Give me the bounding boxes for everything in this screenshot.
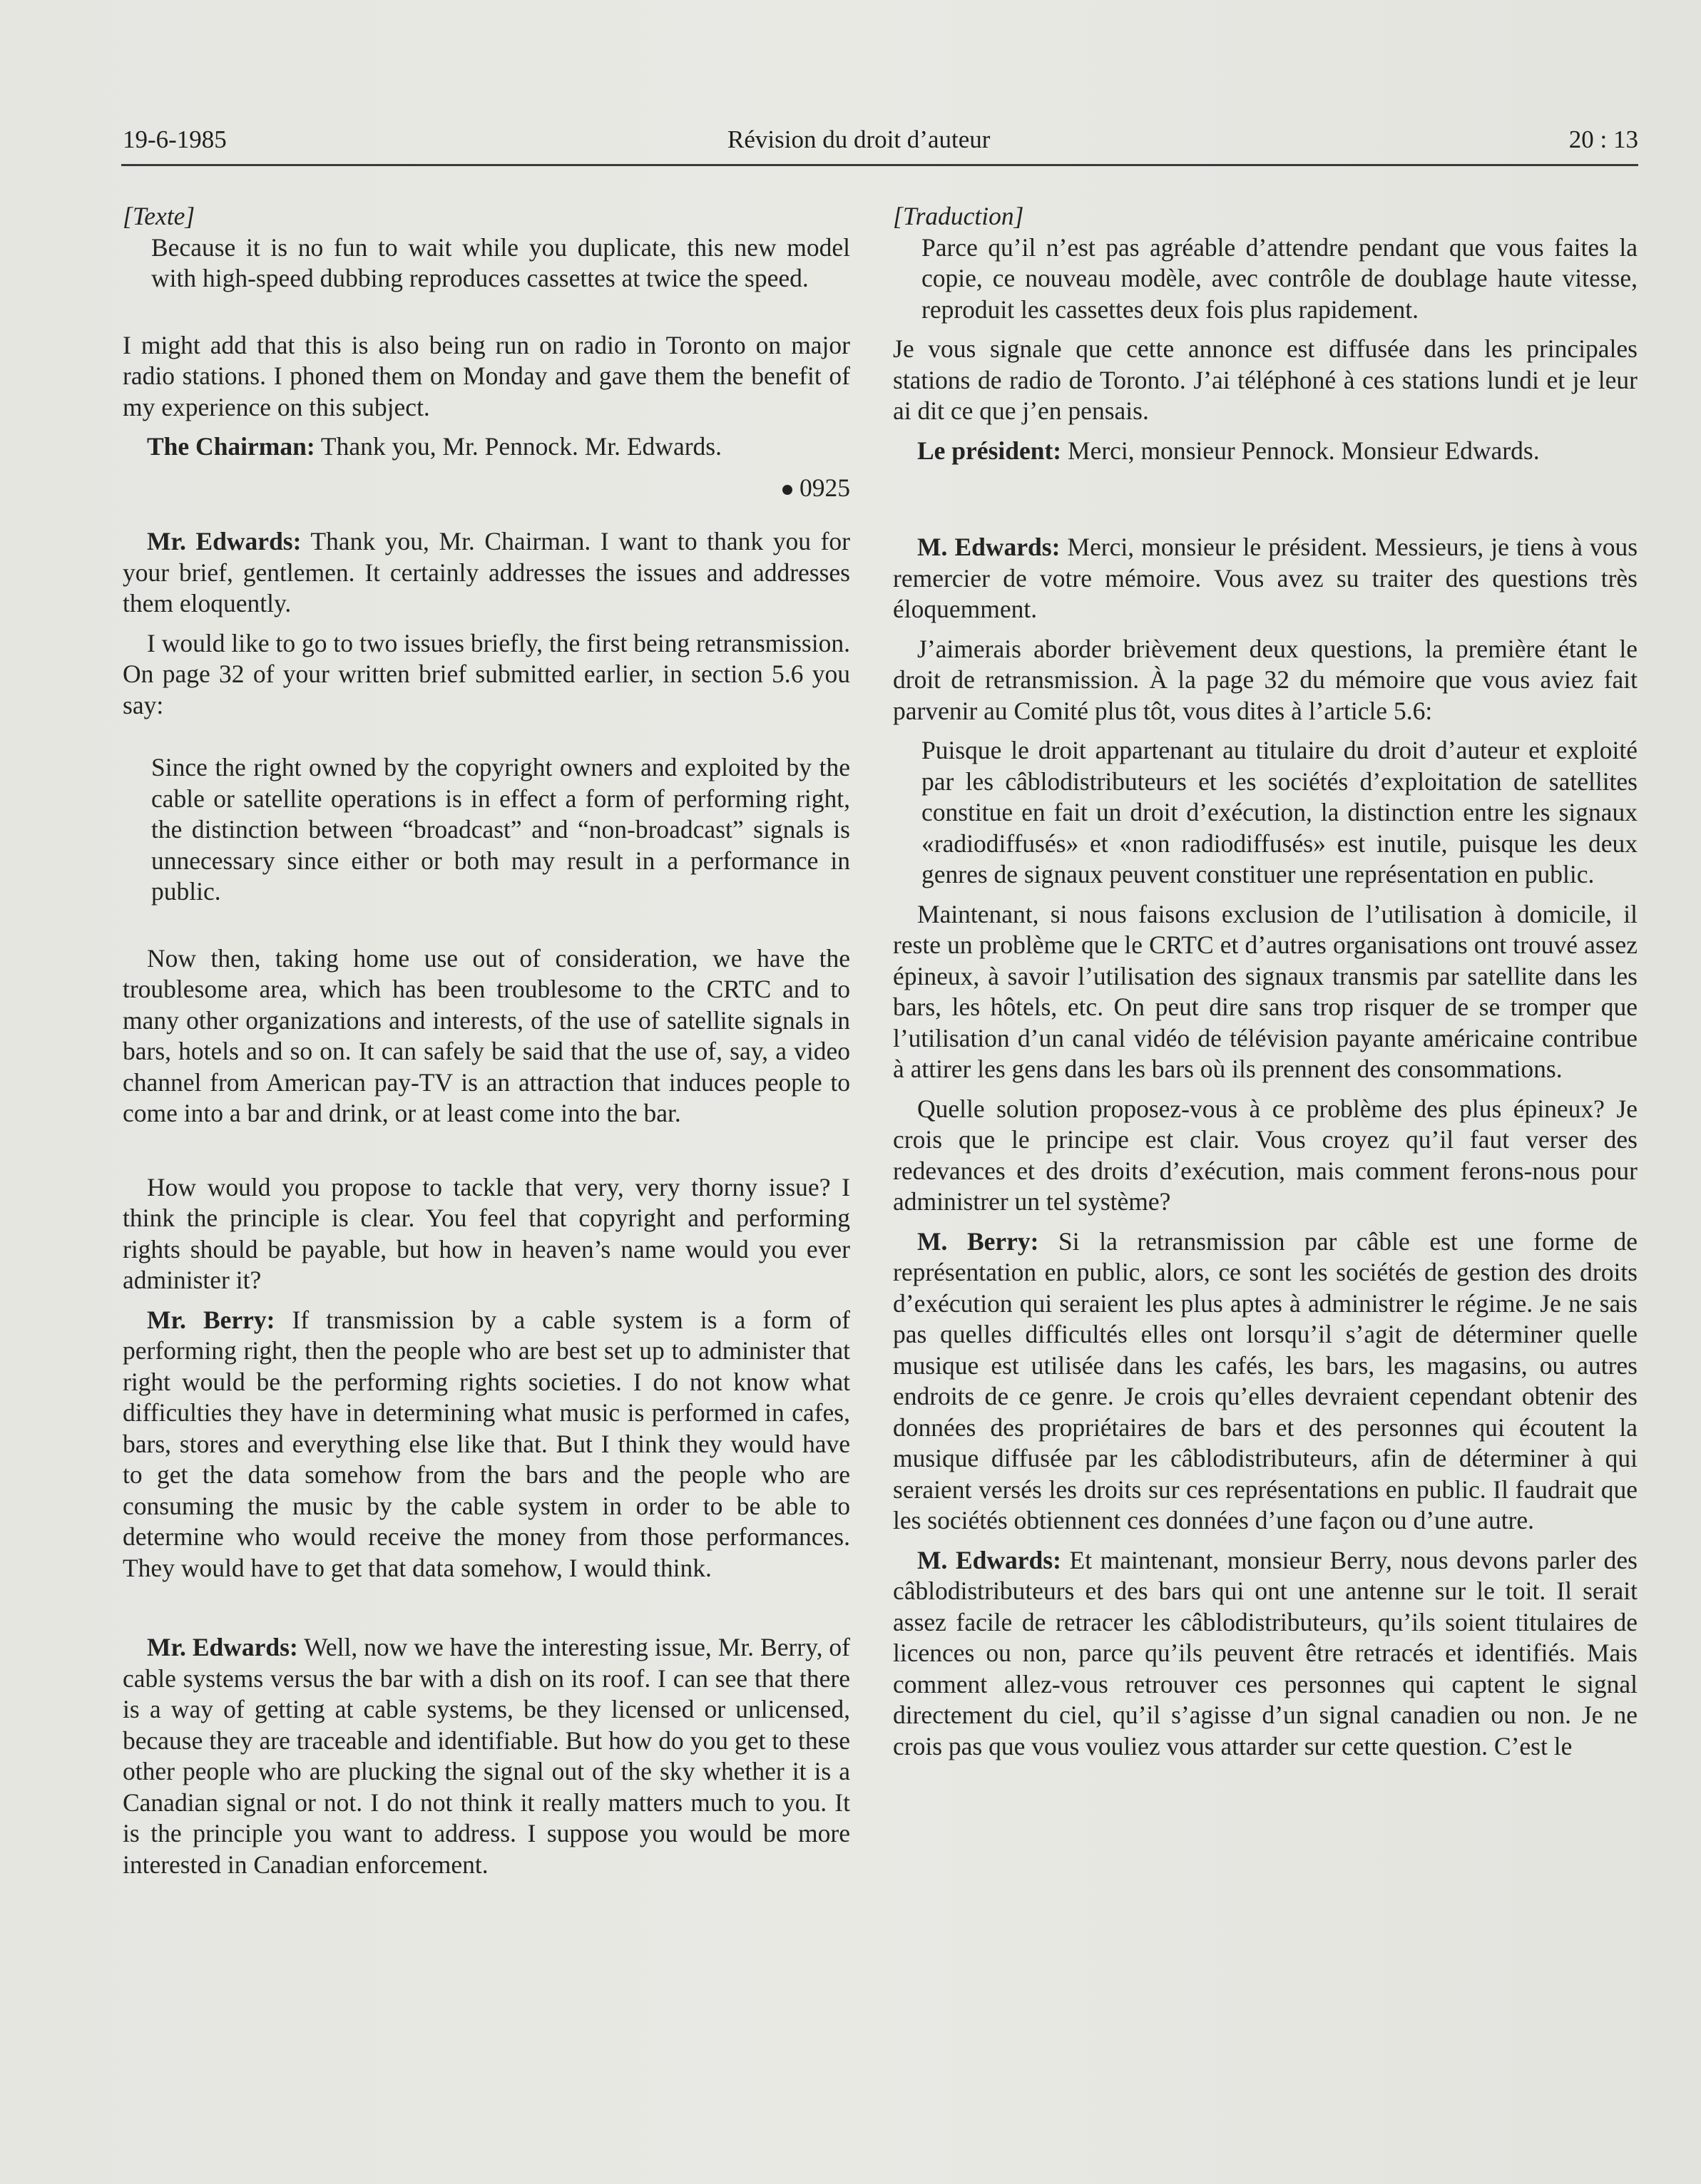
header-title: Révision du droit d’auteur [727, 125, 991, 153]
time-marker: 0925 [123, 473, 850, 504]
speaker-text: Thank you, Mr. Pennock. Mr. Edwards. [315, 432, 722, 461]
speaker-text: Merci, monsieur Pennock. Monsieur Edwards. [1061, 436, 1540, 465]
speaker-text: Merci, monsieur le président. Messieurs, je tiens à vous remercier de votre mémoire. Vous avez su traiter des questions très éloquemment. [893, 533, 1638, 623]
speaker-name: Mr. Edwards: [147, 527, 302, 555]
speaker-name: The Chairman: [147, 432, 315, 461]
paragraph: Quelle solution proposez-vous à ce problème des plus épineux? Je crois que le principe est clair. Vous croyez qu’il faut verser des redevances et des droits d’exécution, mais comment ferons-nous pour administrer un tel système? [893, 1094, 1638, 1216]
french-column [893, 201, 1638, 1762]
speaker-paragraph [123, 526, 850, 620]
speaker-text: If transmission by a cable system is a form of performing right, then the people who are best set up to administer that right would be the performing rights societies. I do not know what difficulties they have in determining what music is performed in cafes, bars, stores and everything else like that. But I think they would have to get the data somehow from the bars and the people who are consuming the music by the cable system in order to be able to determine who would receive the money from those performances. They would have to get that data somehow, I would think. [123, 1305, 850, 1582]
speaker-name: Le président: [917, 436, 1062, 465]
quote-brief: Since the right owned by the copyright owners and exploited by the cable or satellite operations is in effect a form of performing right, the distinction between “broadcast” and “non-broadcast” signals is unnecessary since either or both may result in a performance in public. [151, 753, 850, 906]
quote-advertisement: Because it is no fun to wait while you duplicate, this new model with high-speed dubbing reproduces cassettes at twice the speed. [151, 232, 850, 292]
speaker-paragraph [123, 1632, 850, 1880]
paragraph: How would you propose to tackle that very, very thorny issue? I think the principle is clear. You feel that copyright and performing rights should be payable, but how in heaven’s name would you ever administer it? [123, 1172, 850, 1294]
paragraph: Maintenant, si nous faisons exclusion de l’utilisation à domicile, il reste un problème que le CRTC et d’autres organisations ont trouvé assez épineux, à savoir l’utilisation des signaux transmis par satellite dans les bars, les hôtels, etc. On peut dire sans trop risquer de se tromper que l’utilisation d’un canal vidéo de télévision payante américaine contribue à attirer les gens dans les bars où ils prennent des consommations. [893, 899, 1638, 1083]
paragraph: I would like to go to two issues briefly, the first being retransmission. On page 32 of your written brief submitted earlier, in section 5.6 you say: [123, 628, 850, 719]
quote-brief: Puisque le droit appartenant au titulaire du droit d’auteur et exploité par les câblodistributeurs et les sociétés d’exploitation de satellites constitue en fait un droit d’exécution, la distinction entre les signaux «radiodiffusés» et «non radiodiffusés» est inutile, puisque les deux genres de signaux peuvent constituer une représentation en public. [921, 736, 1638, 888]
speaker-paragraph [893, 1226, 1638, 1537]
bullet-icon [782, 485, 792, 495]
speaker-paragraph [123, 431, 850, 463]
speaker-text: Et maintenant, monsieur Berry, nous devons parler des câblodistributeurs et des bars qui ont une antenne sur le toit. Il serait assez facile de retracer les câblodistributeurs, qu’ils soient titulaires de licences ou non, parce qu’ils peuvent être retracés et identifiés. Mais comment allez-vous retrouver ces personnes qui captent le signal directement du ciel, qu’il s’agisse d’un signal canadien ou non. Je ne crois pas que vous vouliez vous attarder sur cette question. C’est le [893, 1545, 1638, 1760]
speaker-text: Thank you, Mr. Chairman. I want to thank you for your brief, gentlemen. It certainly addresses the issues and addresses them eloquently. [123, 527, 850, 617]
speaker-name: M. Edwards: [917, 1545, 1061, 1574]
quote-advertisement: Parce qu’il n’est pas agréable d’attendre pendant que vous faites la copie, ce nouveau modèle, avec contrôle de doublage haute vitesse, reproduit les cassettes deux fois plus rapidement. [921, 232, 1638, 324]
header-rule [121, 164, 1638, 166]
paragraph: J’aimerais aborder brièvement deux questions, la première étant le droit de retransmission. À la page 32 du mémoire que vous aviez fait parvenir au Comité plus tôt, vous dites à l’article 5.6: [893, 634, 1638, 725]
speaker-paragraph [893, 436, 1638, 467]
text-tag: [Texte] [123, 202, 195, 230]
speaker-name: Mr. Berry: [147, 1305, 275, 1334]
speaker-name: M. Edwards: [917, 533, 1061, 561]
speaker-paragraph [893, 1545, 1638, 1763]
paragraph: I might add that this is also being run on radio in Toronto on major radio stations. I phoned them on Monday and gave them the benefit of my experience on this subject. [123, 330, 850, 421]
speaker-name: Mr. Edwards: [147, 1633, 298, 1661]
translation-tag: [Traduction] [893, 202, 1024, 230]
speaker-text: Si la retransmission par câble est une forme de représentation en public, alors, ce sont les sociétés de gestion des droits d’exécution qui seraient les plus aptes à administrer le régime. Je ne sais pas quelles difficultés elles ont lorsqu’il s’agit de déterminer quelle musique est utilisée dans les cafés, les bars, les magasins, ou autres endroits de ce genre. Je crois qu’elles devraient cependant obtenir des données des propriétaires de bars et des personnes qui écoutent la musique diffusée par les câblodistributeurs, afin de déterminer à qui seraient versés les droits sur ces représentations en public. Il faudrait que les sociétés obtiennent ces données d’une façon ou d’une autre. [893, 1226, 1638, 1534]
speaker-paragraph [893, 532, 1638, 625]
header-page-number: 20 : 13 [1568, 125, 1638, 153]
speaker-name: M. Berry: [917, 1226, 1039, 1256]
english-column [123, 201, 850, 1880]
header-date: 19-6-1985 [123, 125, 227, 153]
paragraph: Now then, taking home use out of consideration, we have the troublesome area, which has been troublesome to the CRTC and to many other organizations and interests, of the use of satellite signals in bars, hotels and so on. It can safely be said that the use of, say, a video channel from American pay-TV is an attraction that induces people to come into a bar and drink, or at least come into the bar. [123, 943, 850, 1127]
speaker-text: Well, now we have the interesting issue, Mr. Berry, of cable systems versus the bar with a dish on its roof. I can see that there is a way of getting at cable systems, be they licensed or unlicensed, because they are traceable and identifiable. But how do you get to these other people who are plucking the signal out of the sky whether it is a Canadian signal or not. I do not think it really matters much to you. It is the principle you want to address. I suppose you would be more interested in Canadian enforcement. [123, 1633, 851, 1879]
paragraph: Je vous signale que cette annonce est diffusée dans les principales stations de radio de Toronto. J’ai téléphoné à ces stations lundi et je leur ai dit ce que j’en pensais. [893, 334, 1638, 425]
speaker-paragraph [123, 1305, 850, 1584]
